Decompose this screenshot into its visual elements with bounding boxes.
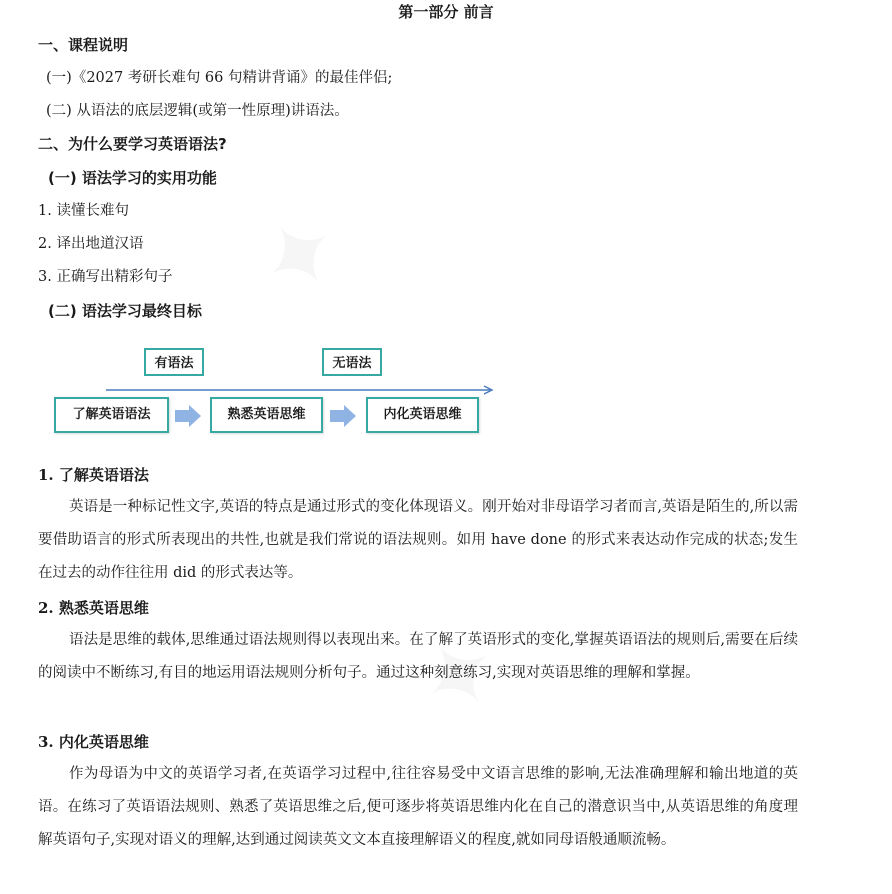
- course-item-2: (二) 从语法的底层逻辑(或第一性原理)讲语法。: [46, 103, 349, 119]
- label-with-grammar: 有语法: [144, 348, 204, 376]
- page-title: 第一部分 前言: [398, 3, 494, 21]
- step-understand-grammar: 了解英语语法: [54, 397, 169, 433]
- section-heading-course: 一、课程说明: [38, 36, 129, 54]
- point-paragraph-2: 语法是思维的载体,思维通过语法规则得以表现出来。在了解了英语形式的变化,掌握英语语法的规则后,需要在后续的阅读中不断练习,有目的地运用语法规则分析句子。通过这种刻意练习,实现对英语思维的理解和掌握。: [38, 632, 798, 681]
- function-item-1: 1. 读懂长难句: [38, 203, 129, 219]
- function-item-2: 2. 译出地道汉语: [38, 236, 144, 252]
- step-internalize-thinking: 内化英语思维: [366, 397, 479, 433]
- section-heading-why: 二、为什么要学习英语语法?: [38, 135, 227, 153]
- function-item-3: 3. 正确写出精彩句子: [38, 269, 173, 285]
- progress-arrow-icon: [106, 385, 496, 395]
- watermark: [235, 187, 365, 325]
- label-without-grammar: 无语法: [322, 348, 382, 376]
- course-item-1: (一)《2027 考研长难句 66 句精讲背诵》的最佳伴侣;: [46, 70, 393, 86]
- goal-diagram: [54, 344, 484, 438]
- point-paragraph-1: 英语是一种标记性文字,英语的特点是通过形式的变化体现语义。刚开始对非母语学习者而言,英语是陌生的,所以需要借助语言的形式所表现出的共性,也就是我们常说的语法规则。如用 have done 的形式来表达动作完成的状态;发生在过去的动作往往用 did 的形式表达等。: [38, 499, 798, 581]
- arrow-right-icon: [330, 405, 356, 427]
- step-familiar-thinking: 熟悉英语思维: [210, 397, 323, 433]
- subheading-functions: (一) 语法学习的实用功能: [48, 169, 217, 187]
- point-heading-3: 3. 内化英语思维: [38, 733, 149, 751]
- subheading-goal: (二) 语法学习最终目标: [48, 302, 202, 320]
- point-paragraph-3: 作为母语为中文的英语学习者,在英语学习过程中,往往容易受中文语言思维的影响,无法准确理解和输出地道的英语。在练习了英语语法规则、熟悉了英语思维之后,便可逐步将英语思维内化在自己的潜意识当中,从英语思维的角度理解英语句子,实现对语义的理解,达到通过阅读英文文本直接理解语义的程度,就如同母语般通顺流畅。: [38, 766, 798, 848]
- point-heading-2: 2. 熟悉英语思维: [38, 599, 149, 617]
- point-heading-1: 1. 了解英语语法: [38, 466, 149, 484]
- arrow-right-icon: [175, 405, 201, 427]
